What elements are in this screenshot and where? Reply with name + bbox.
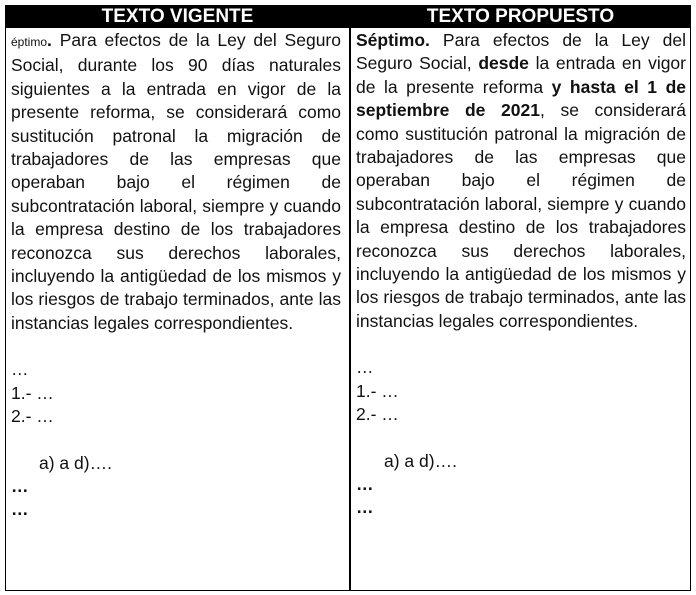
article-lead: Séptimo. [356,30,430,50]
sub-item-a-d: a) a d)…. [384,450,457,471]
ellipsis-line: … [11,359,29,380]
column-texto-propuesto [356,29,686,520]
item-1: 1.- … [356,380,399,401]
header-texto-vigente: TEXTO VIGENTE [6,6,349,28]
sub-item-a-d: a) a d)…. [39,452,112,473]
article-paragraph-propuesto [356,29,686,333]
article-body: Para efectos de la Ley del Seguro Social, durante los 90 días naturales siguientes a la entrada en vigor de la presente reforma, se considerará como sustitución patronal la migración de trabajadores de las empresas que operaban bajo el régimen de subcontratación laboral, siempre y cuando la empresa destino de los trabajadores reconozca sus derechos laborales, incluyendo la antigüedad de los mismos y los riesgos de trabajo terminados, ante las instancias legales correspondientes. [11,30,341,333]
tail-ellipsis-2: … [356,497,374,518]
article-bold-hasta: y hasta el 1 de septiembre de 2021 [356,76,686,121]
tail-ellipsis-1: … [356,473,374,494]
column-divider [349,6,351,590]
item-2: 2.- … [356,404,399,425]
tail-ellipsis-1: … [11,475,29,496]
article-part-1: Para efectos de la Ley del Seguro Social, [356,30,686,74]
tail-ellipsis-2: … [11,499,29,520]
article-lead-period: . [47,30,52,50]
column-texto-vigente [11,29,341,522]
article-part-2: la entrada en vigor de la presente reforma [356,53,686,97]
ellipsis-line: … [356,357,374,378]
header-texto-propuesto: TEXTO PROPUESTO [351,6,690,28]
article-paragraph-vigente [11,29,341,335]
article-lead-fragment: éptimo [11,35,48,49]
item-1: 1.- … [11,382,54,403]
article-part-3: , se considerará como sustitución patronal la migración de trabajadores de las empresas que operaban bajo el régimen de subcontratación laboral, siempre y cuando la empresa destino de los trabajadores reconozca sus derechos laborales, incluyendo la antigüedad de los mismos y los riesgos de trabajo terminados, ante las instancias legales correspondientes. [356,100,686,331]
item-2: 2.- … [11,406,54,427]
comparison-table [5,5,691,591]
article-bold-desde: desde [478,53,529,74]
